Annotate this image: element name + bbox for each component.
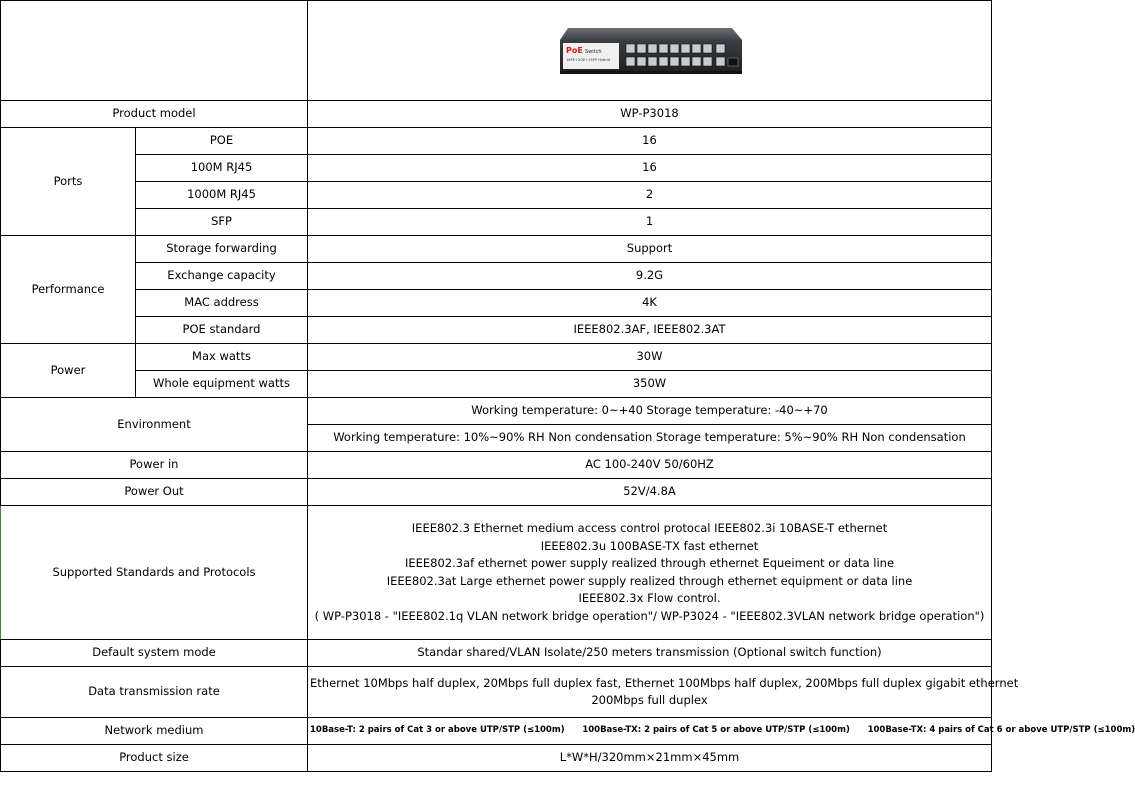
row-performance-exchange	[1, 263, 992, 290]
value-environment-temperature: Working temperature: 0~+40 Storage temperature: -40~+70	[308, 398, 992, 425]
value-exchange-capacity: 9.2G	[308, 263, 992, 290]
value-product-size: L*W*H/320mm×21mm×45mm	[308, 745, 992, 772]
label-ports: Ports	[1, 128, 136, 236]
value-power-out: 52V/4.8A	[308, 479, 992, 506]
sublabel-storage-forwarding: Storage forwarding	[136, 236, 308, 263]
data-rate-line: 200Mbps full duplex	[591, 693, 708, 707]
row-ports-sfp	[1, 209, 992, 236]
value-mac-address: 4K	[308, 290, 992, 317]
value-whole-equipment-watts: 350W	[308, 371, 992, 398]
row-power-out	[1, 479, 992, 506]
sublabel-sfp: SFP	[136, 209, 308, 236]
label-product-model: Product model	[1, 101, 308, 128]
value-product-model: WP-P3018	[308, 101, 992, 128]
standards-line: IEEE802.3u 100BASE-TX fast ethernet	[540, 538, 759, 553]
image-label-cell	[1, 1, 308, 101]
row-default-mode	[1, 640, 992, 667]
data-rate-line: Ethernet 10Mbps half duplex, 20Mbps full duplex fast, Ethernet 100Mbps half duplex, 200Mbps full duplex gigabit ethernet	[310, 675, 1019, 690]
value-data-rate	[308, 667, 1019, 718]
standards-line: IEEE802.3x Flow control.	[578, 591, 721, 605]
sublabel-exchange-capacity: Exchange capacity	[136, 263, 308, 290]
row-environment-1	[1, 398, 992, 425]
value-storage-forwarding: Support	[308, 236, 992, 263]
sublabel-1000m-rj45: 1000M RJ45	[136, 182, 308, 209]
brand-text: PoE	[565, 45, 583, 55]
value-max-watts: 30W	[308, 344, 992, 371]
row-ports-100m	[1, 155, 992, 182]
row-product-size	[1, 745, 992, 772]
row-power-in	[1, 452, 992, 479]
row-performance-storage	[1, 236, 992, 263]
value-1000m-rj45: 2	[308, 182, 992, 209]
label-network-medium: Network medium	[1, 718, 308, 745]
value-default-mode: Standar shared/VLAN Isolate/250 meters transmission (Optional switch function)	[308, 640, 992, 667]
label-power-out: Power Out	[1, 479, 308, 506]
row-performance-poe-standard	[1, 317, 992, 344]
row-standards	[1, 506, 992, 640]
sublabel-poe-standard: POE standard	[136, 317, 308, 344]
label-environment: Environment	[1, 398, 308, 452]
row-power-max	[1, 344, 992, 371]
standards-line: IEEE802.3 Ethernet medium access control protocal IEEE802.3i 10BASE-T ethernet	[411, 521, 888, 535]
row-ports-poe	[1, 128, 992, 155]
value-network-medium: 10Base-T: 2 pairs of Cat 3 or above UTP/STP (≤100m) 100Base-TX: 2 pairs of Cat 5 or above UTP/STP (≤100m) 100Base-TX: 4 pairs of Cat 6 or above UTP/STP (≤100m)	[308, 718, 992, 745]
row-power-whole	[1, 371, 992, 398]
standards-line: IEEE802.3at Large ethernet power supply realized through ethernet equipment or data line	[386, 573, 913, 588]
sublabel-100m-rj45: 100M RJ45	[136, 155, 308, 182]
sub-text: 16FE+2GE+1SFP Hybrid	[565, 57, 610, 62]
row-data-rate	[1, 667, 992, 718]
label-data-rate: Data transmission rate	[1, 667, 308, 718]
label-default-mode: Default system mode	[1, 640, 308, 667]
sublabel-poe: POE	[136, 128, 308, 155]
label-product-size: Product size	[1, 745, 308, 772]
value-power-in: AC 100-240V 50/60HZ	[308, 452, 992, 479]
value-poe: 16	[308, 128, 992, 155]
value-sfp: 1	[308, 209, 992, 236]
standards-line: ( WP-P3018 - "IEEE802.1q VLAN network bridge operation"/ WP-P3024 - "IEEE802.3VLAN network bridge operation")	[314, 608, 985, 623]
value-environment-humidity: Working temperature: 10%~90% RH Non condensation Storage temperature: 5%~90% RH Non condensation	[308, 425, 992, 452]
sublabel-whole-equipment-watts: Whole equipment watts	[136, 371, 308, 398]
value-standards	[308, 506, 992, 640]
value-100m-rj45: 16	[308, 155, 992, 182]
label-power: Power	[1, 344, 136, 398]
standards-line: IEEE802.3af ethernet power supply realized through ethernet Equeiment or data line	[404, 556, 895, 570]
product-image-cell	[308, 1, 992, 101]
switch-illustration	[556, 20, 744, 76]
label-performance: Performance	[1, 236, 136, 344]
label-standards: Supported Standards and Protocols	[1, 506, 308, 640]
row-product-model	[1, 101, 992, 128]
row-ports-1000m	[1, 182, 992, 209]
sublabel-max-watts: Max watts	[136, 344, 308, 371]
row-network-medium	[1, 718, 992, 745]
sublabel-mac-address: MAC address	[136, 290, 308, 317]
label-power-in: Power in	[1, 452, 308, 479]
row-performance-mac	[1, 290, 992, 317]
switch-text: Switch	[584, 48, 602, 55]
value-poe-standard: IEEE802.3AF, IEEE802.3AT	[308, 317, 992, 344]
image-row	[1, 1, 992, 101]
poe-switch-image	[556, 20, 744, 76]
